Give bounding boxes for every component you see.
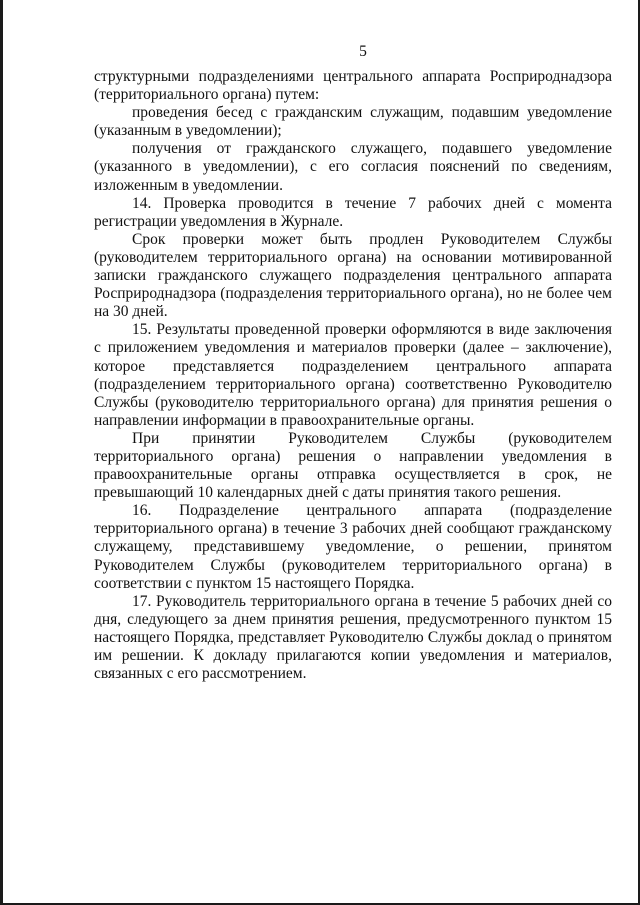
paragraph: структурными подразделениями центрального аппарата Росприроднадзора (территориального органа) путем: [94,68,612,104]
paragraph: 14. Проверка проводится в течение 7 рабочих дней с момента регистрации уведомления в Журнале. [94,194,612,230]
scan-border-left [0,0,3,905]
paragraph: 17. Руководитель территориального органа в течение 5 рабочих дней со дня, следующего за днем принятия решения, предусмотренного пунктом 15 настоящего Порядка, представляет Руководителю Службы доклад о принятом им решении. К докладу прилагаются копии уведомления и материалов, связанных с его рассмотрением. [94,592,612,683]
paragraph: 16. Подразделение центрального аппарата (подразделение территориального органа) в течение 3 рабочих дней сообщают гражданскому служащему, представившему уведомление, о решении, принятом Руководителем Службы (руководителем территориального органа) в соответствии с пунктом 15 настоящего Порядка. [94,502,612,592]
page-number: 5 [359,43,367,60]
document-body [94,68,612,683]
paragraph: При принятии Руководителем Службы (руководителем территориального органа) решения о направлении уведомления в правоохранительные органы отправка осуществляется в срок, не превышающий 10 календарных дней с даты принятия такого решения. [94,429,612,502]
paragraph: 15. Результаты проведенной проверки оформляются в виде заключения с приложением уведомления и материалов проверки (далее – заключение), которое представляется подразделением центрального аппарата (подразделением территориального органа) соответственно Руководителю Службы (руководителю территориального органа) для принятия решения о направлении информации в правоохранительные органы. [94,321,612,429]
paragraph: Срок проверки может быть продлен Руководителем Службы (руководителем территориального органа) на основании мотивированной записки гражданского служащего подразделения центрального аппарата Росприроднадзора (подразделения территориального органа), но не более чем на 30 дней. [94,230,612,321]
paragraph: получения от гражданского служащего, подавшего уведомление (указанного в уведомлении), с его согласия пояснений по сведениям, изложенным в уведомлении. [94,140,612,194]
paragraph: проведения бесед с гражданским служащим, подавшим уведомление (указанным в уведомлении); [94,104,612,140]
